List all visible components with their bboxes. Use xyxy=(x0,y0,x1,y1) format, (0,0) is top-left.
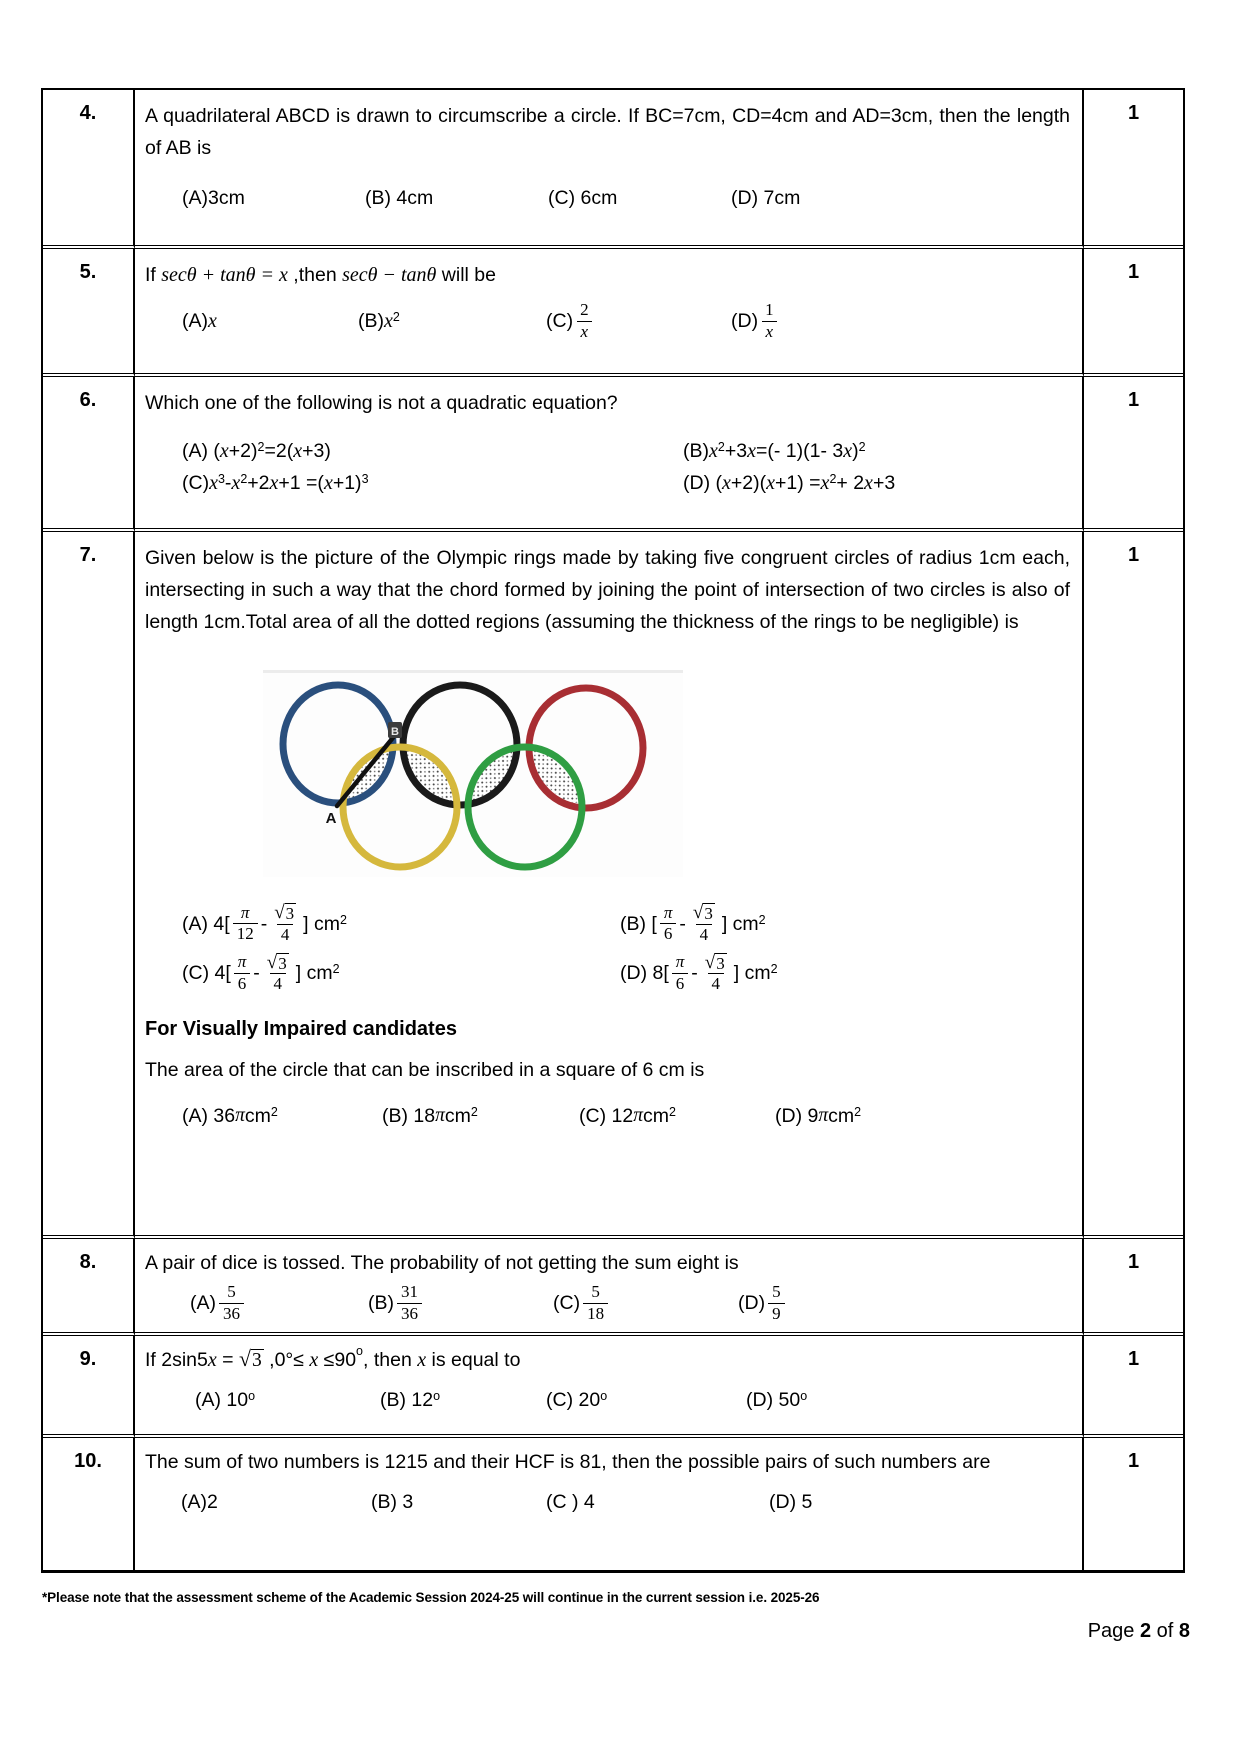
option-a: (A) ( x +2) 2 =2( x +3) xyxy=(182,440,331,462)
olympic-rings-image xyxy=(263,670,683,877)
question-9-text: If 2sin5x = √ 3 $,0^\circ\le x \le 90^o$, then x is equal to xyxy=(145,1343,521,1371)
question-8-body xyxy=(135,1239,1084,1336)
point-a-label: A xyxy=(325,810,337,827)
page-total: 8 xyxy=(1178,1620,1190,1642)
option-c: (C) x 3 - x 2 +2 x +1 =( x +1) 3 xyxy=(182,472,369,494)
question-10-marks: 1 xyxy=(1127,1450,1140,1472)
question-4-options xyxy=(145,182,1070,214)
assessment-footnote: *Please note that the assessment scheme of the Academic Session 2024-25 will continue in the current session i.e. 2025-26 xyxy=(42,1590,820,1605)
option-d: (D) ( x +2)( x +1) = x 2 + 2 x +3 xyxy=(683,472,896,494)
option-d: (D) 5 xyxy=(769,1491,813,1513)
question-6-text: Which one of the following is not a quadratic equation? xyxy=(145,392,618,414)
option-b: (B) 4cm xyxy=(365,187,434,209)
option-c: (C ) 4 xyxy=(546,1491,595,1513)
option-b: (B) 3 xyxy=(371,1491,414,1513)
option-b: (B) 18 π cm 2 xyxy=(382,1105,478,1128)
option-a: (A) 10 o xyxy=(195,1389,256,1411)
option-c: (C) 6cm xyxy=(548,187,618,209)
olympic-rings-figure xyxy=(263,670,683,877)
option-c: (C) $\frac{5}{18}$ xyxy=(553,1283,738,1323)
question-8-number: 8. xyxy=(43,1239,135,1336)
option-d: (D) 7cm xyxy=(731,187,801,209)
option-d: (D) $\frac{1}{x}$ xyxy=(731,301,781,341)
question-10-text: The sum of two numbers is 1215 and their HCF is 81, then the possible pairs of such numbers are xyxy=(145,1451,991,1473)
visually-impaired-heading: For Visually Impaired candidates xyxy=(145,1018,457,1041)
option-b: (B) 12 o xyxy=(380,1389,441,1411)
question-8-options xyxy=(145,1283,1070,1323)
option-a: (A) 4[ $\frac{\pi}{12}$ - √ 3 4 ] cm 2 xyxy=(182,902,347,944)
question-7-number: 7. xyxy=(43,532,135,1239)
page-footer xyxy=(1088,1620,1190,1643)
option-a: (A) $\frac{5}{36}$ xyxy=(190,1283,368,1323)
question-9-marks: 1 xyxy=(1084,1336,1183,1438)
option-c: (C) 20 o xyxy=(546,1389,608,1411)
question-10-number: 10. xyxy=(43,1438,135,1570)
question-7-text: Given below is the picture of the Olympic rings made by taking five congruent circles of radius 1cm each, intersecting in such a way that the chord formed by joining the point of intersection of two circles is also of length 1cm.Total area of all the dotted regions (assuming the thickness of the rings to be negligible) is xyxy=(145,547,1070,633)
question-10-options xyxy=(145,1486,1070,1518)
option-a: (A)3cm xyxy=(182,187,245,209)
question-5-number: 5. xyxy=(43,249,135,377)
option-b: (B) x 2 +3 x =(- 1)(1- 3 x ) 2 xyxy=(683,440,866,462)
option-b: (B) $\frac{31}{36}$ xyxy=(368,1283,553,1323)
question-6-options-row-1 xyxy=(145,435,1070,467)
question-8-marks: 1 xyxy=(1084,1239,1183,1336)
question-6-body xyxy=(135,377,1084,532)
question-7-options-row-1 xyxy=(145,903,1070,945)
question-4-body xyxy=(135,90,1084,249)
option-d: (D) $\frac{5}{9}$ xyxy=(738,1283,788,1323)
of-word: of xyxy=(1151,1620,1179,1642)
question-5-marks: 1 xyxy=(1084,249,1183,377)
question-6-marks: 1 xyxy=(1084,377,1183,532)
question-6-number: 6. xyxy=(43,377,135,532)
option-c: (C) $\frac{2}{x}$ xyxy=(546,301,731,341)
question-4-text: A quadrilateral ABCD is drawn to circumscribe a circle. If BC=7cm, CD=4cm and AD=3cm, then the length of AB is xyxy=(145,105,1070,159)
option-a: (A) 36 π cm 2 xyxy=(182,1105,278,1128)
option-c: (C) 12 π cm 2 xyxy=(579,1105,676,1128)
question-6-options-row-2 xyxy=(145,467,1070,499)
option-a: (A) x xyxy=(182,310,217,333)
question-9-number: 9. xyxy=(43,1336,135,1438)
option-b: (B) x 2 xyxy=(358,310,400,333)
option-c: (C) 4[ $\frac{\pi}{6}$ - √ 3 4 ] cm 2 xyxy=(182,951,340,994)
option-b: (B) [ $\frac{\pi}{6}$ - √ 3 4 ] cm 2 xyxy=(620,902,766,944)
option-a: (A)2 xyxy=(181,1491,218,1513)
question-5-text: If secθ + tanθ = x ,then secθ − tanθ will be xyxy=(145,264,496,286)
question-9-options xyxy=(145,1384,1070,1416)
option-d: (D) 8[ $\frac{\pi}{6}$ - √ 3 4 ] cm 2 xyxy=(620,951,778,994)
question-8-text: A pair of dice is tossed. The probability of not getting the sum eight is xyxy=(145,1252,739,1274)
visually-impaired-options xyxy=(145,1100,1070,1132)
question-5-body xyxy=(135,249,1084,377)
figure-top-edge xyxy=(263,670,683,673)
question-4-number: 4. xyxy=(43,90,135,249)
option-d: (D) 50 o xyxy=(746,1389,808,1411)
question-4-marks: 1 xyxy=(1084,90,1183,249)
visually-impaired-text: The area of the circle that can be inscribed in a square of 6 cm is xyxy=(145,1059,705,1082)
question-7-body xyxy=(135,532,1084,1239)
page-word: Page xyxy=(1087,1620,1140,1642)
option-d: (D) 9 π cm 2 xyxy=(775,1105,862,1128)
question-5-options xyxy=(145,301,1070,341)
point-b-label: B xyxy=(391,726,399,738)
question-7-marks: 1 xyxy=(1084,532,1183,1239)
page-number: 2 xyxy=(1139,1620,1152,1642)
question-7-options-row-2 xyxy=(145,953,1070,995)
question-10-body xyxy=(135,1438,1084,1570)
question-table xyxy=(41,88,1185,1573)
question-9-body xyxy=(135,1336,1084,1438)
